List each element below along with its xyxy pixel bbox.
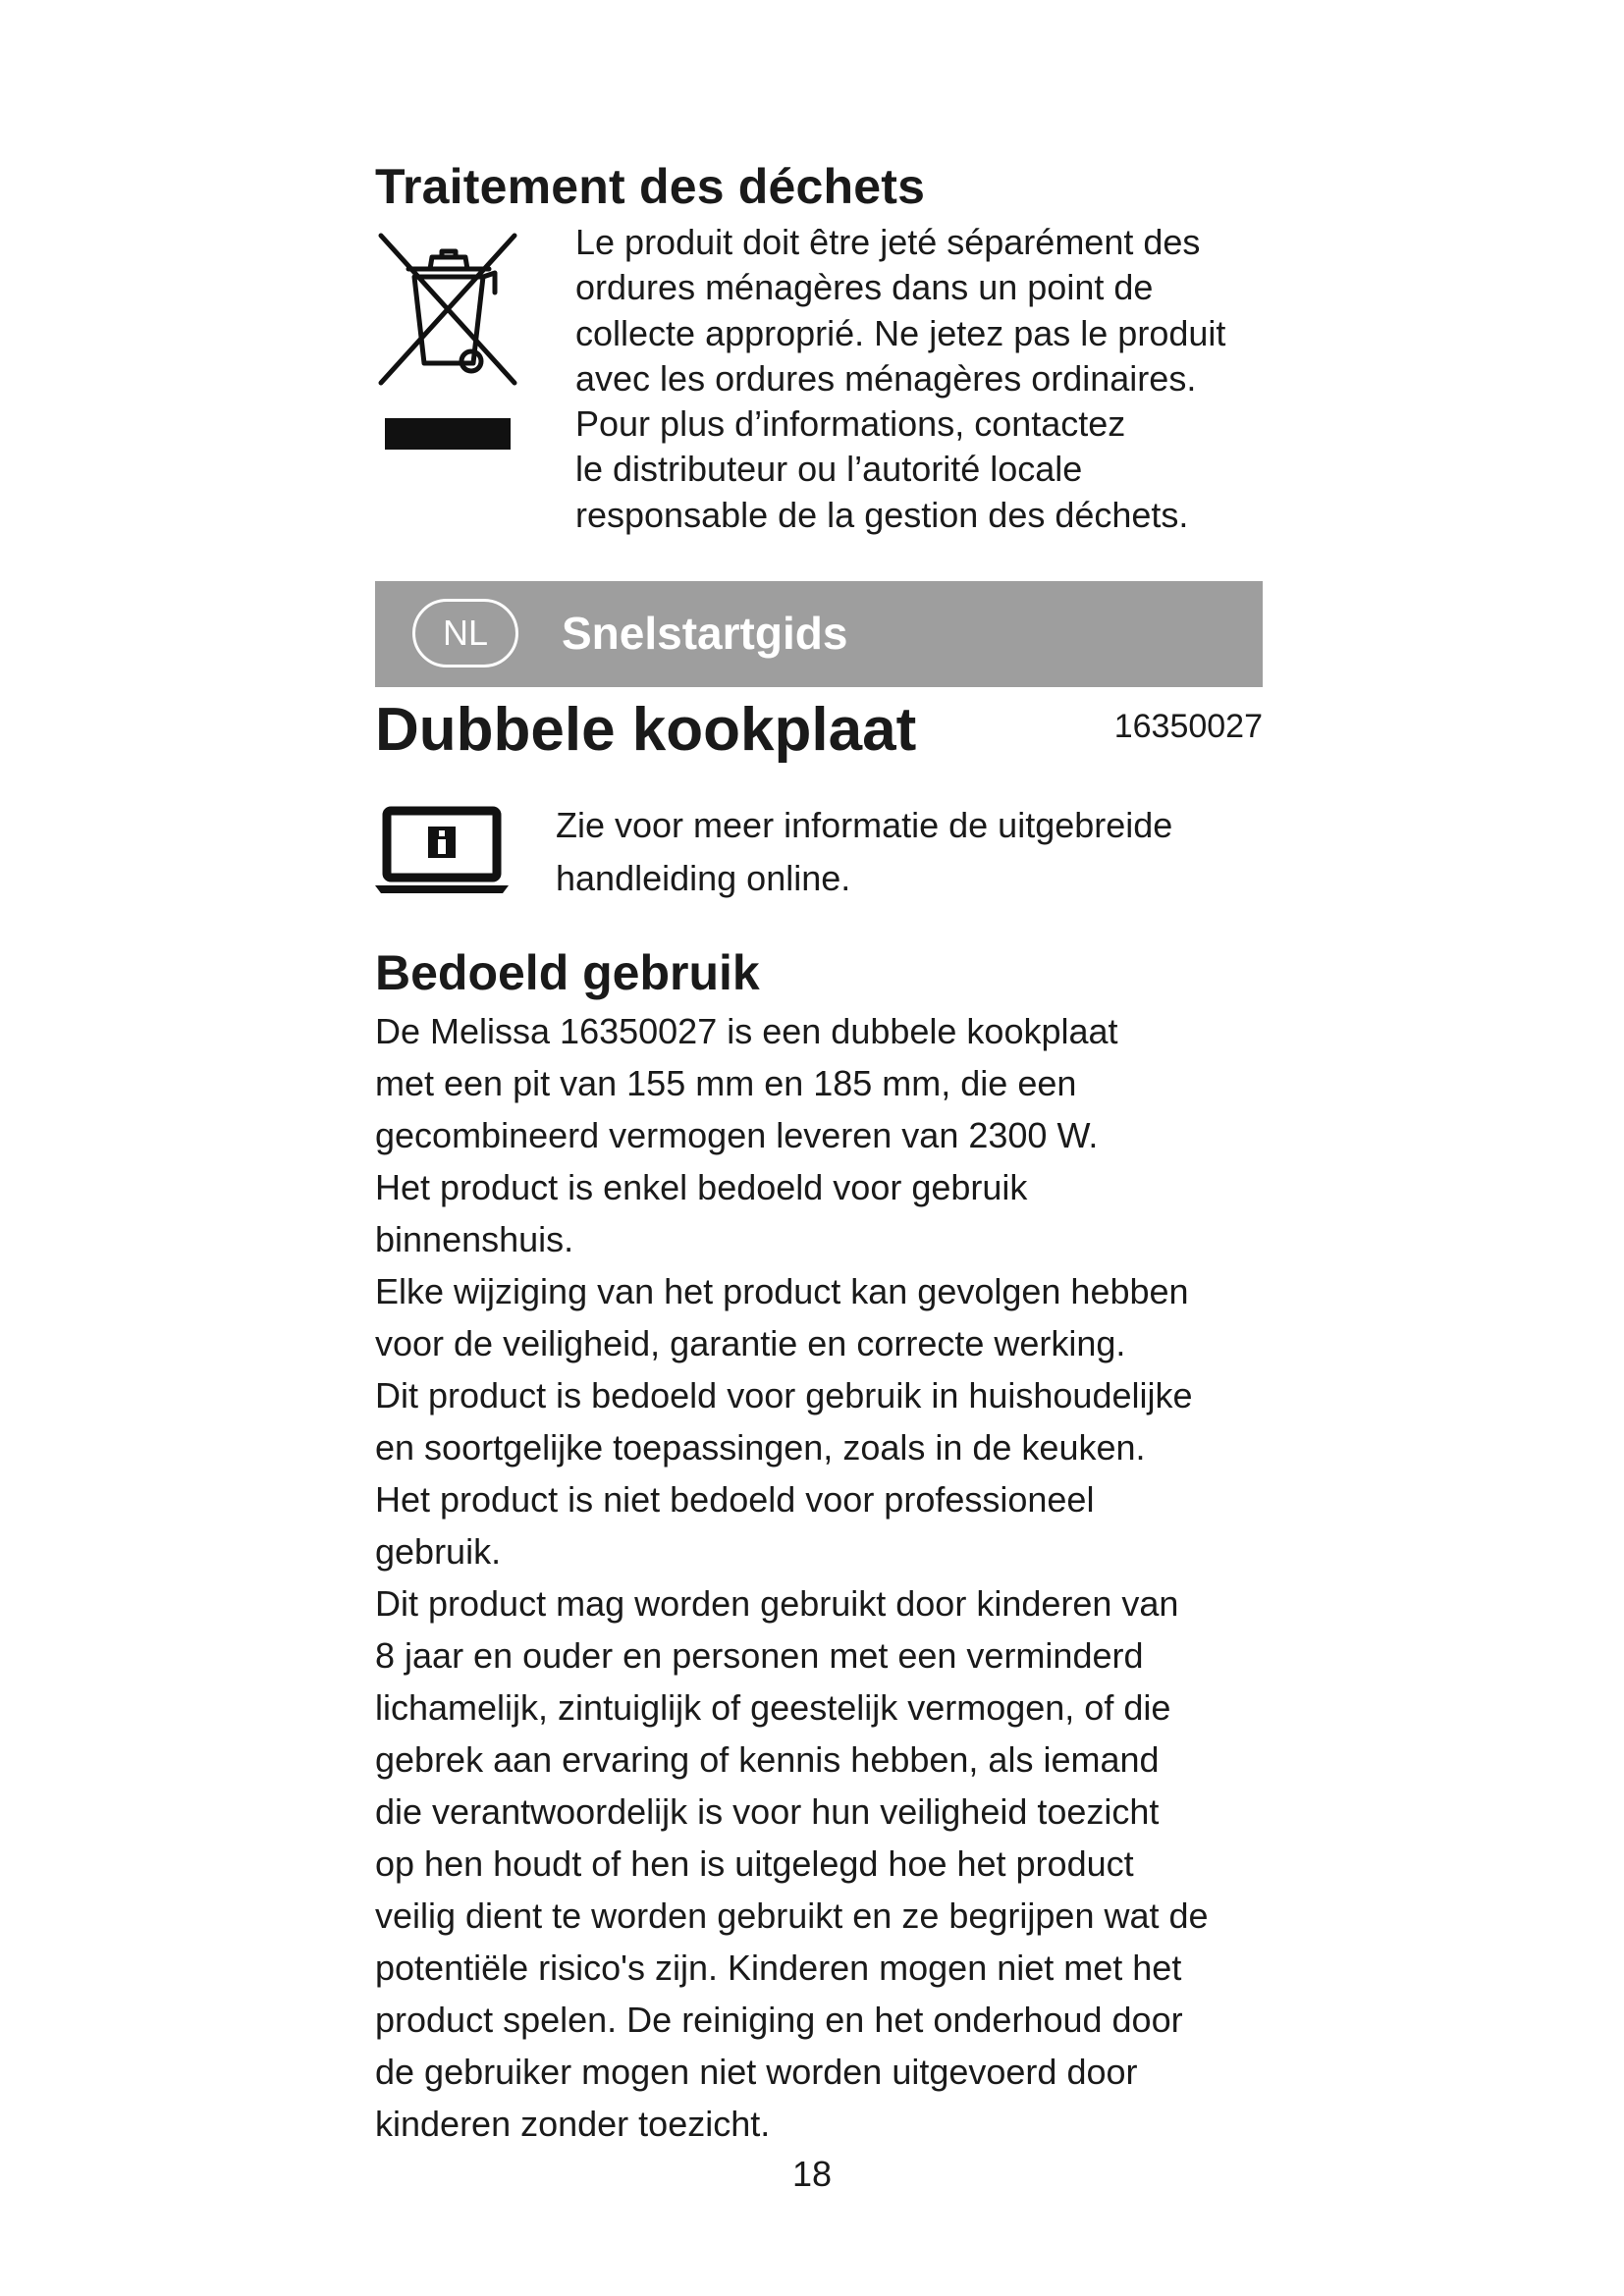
waste-marking-bar xyxy=(385,418,511,450)
laptop-info-icon xyxy=(373,805,511,897)
text-line: die verantwoordelijk is voor hun veiligheid toezicht xyxy=(375,1791,1160,1832)
text-line: veilig dient te worden gebruikt en ze begrijpen wat de xyxy=(375,1896,1209,1936)
text-line: Le produit doit être jeté séparément des xyxy=(575,222,1201,262)
text-line: Dit product mag worden gebruikt door kinderen van xyxy=(375,1583,1179,1624)
language-banner xyxy=(375,581,1263,687)
text-line: op hen houdt of hen is uitgelegd hoe het product xyxy=(375,1843,1134,1884)
quick-start-guide-title: Snelstartgids xyxy=(562,608,848,659)
text-line: Pour plus d’informations, contactez xyxy=(575,403,1126,445)
text-line: Elke wijziging van het product kan gevolgen hebben xyxy=(375,1271,1189,1311)
intended-use-title: Bedoeld gebruik xyxy=(375,945,760,1000)
text-line: le distributeur ou l’autorité locale xyxy=(575,449,1083,490)
waste-section-title: Traitement des déchets xyxy=(375,159,926,214)
article-number: 16350027 xyxy=(1113,708,1263,745)
text-line: Het product is niet bedoeld voor professioneel xyxy=(375,1479,1095,1520)
text-line: 8 jaar en ouder en personen met een verminderd xyxy=(375,1635,1144,1676)
text-line: voor de veiligheid, garantie en correcte werking. xyxy=(375,1323,1126,1363)
waste-paragraph xyxy=(575,220,1282,538)
text-line: avec les ordures ménagères ordinaires. xyxy=(575,357,1197,399)
text-line: Zie voor meer informatie de uitgebreide xyxy=(556,805,1173,845)
product-title: Dubbele kookplaat xyxy=(375,696,917,764)
text-line: Dit product is bedoeld voor gebruik in huishoudelijke xyxy=(375,1375,1193,1415)
text-line: kinderen zonder toezicht. xyxy=(375,2104,771,2144)
language-code-badge: NL xyxy=(412,599,518,667)
text-line: handleiding online. xyxy=(556,858,851,898)
text-line: De Melissa 16350027 is een dubbele kookplaat xyxy=(375,1011,1118,1051)
text-line: gebrek aan ervaring of kennis hebben, als iemand xyxy=(375,1739,1160,1780)
text-line: collecte approprié. Ne jetez pas le produit xyxy=(575,312,1226,353)
text-line: gebruik. xyxy=(375,1531,502,1572)
crossed-out-wheelie-bin-icon xyxy=(373,228,522,391)
text-line: potentiële risico's zijn. Kinderen mogen niet met het xyxy=(375,1948,1182,1988)
text-line: en soortgelijke toepassingen, zoals in de keuken. xyxy=(375,1427,1146,1468)
text-line: Het product is enkel bedoeld voor gebruik xyxy=(375,1167,1028,1207)
intended-use-paragraph xyxy=(375,1005,1278,2150)
text-line: gecombineerd vermogen leveren van 2300 W. xyxy=(375,1115,1099,1155)
text-line: product spelen. De reiniging en het onderhoud door xyxy=(375,2000,1183,2040)
text-line: responsable de la gestion des déchets. xyxy=(575,494,1189,535)
page-number: 18 xyxy=(791,2154,833,2194)
text-line: ordures ménagères dans un point de xyxy=(575,267,1154,308)
text-line: met een pit van 155 mm en 185 mm, die een xyxy=(375,1063,1077,1103)
text-line: lichamelijk, zintuiglijk of geestelijk vermogen, of die xyxy=(375,1687,1171,1728)
online-manual-note xyxy=(556,799,1263,905)
text-line: de gebruiker mogen niet worden uitgevoerd door xyxy=(375,2052,1138,2092)
text-line: binnenshuis. xyxy=(375,1219,574,1259)
